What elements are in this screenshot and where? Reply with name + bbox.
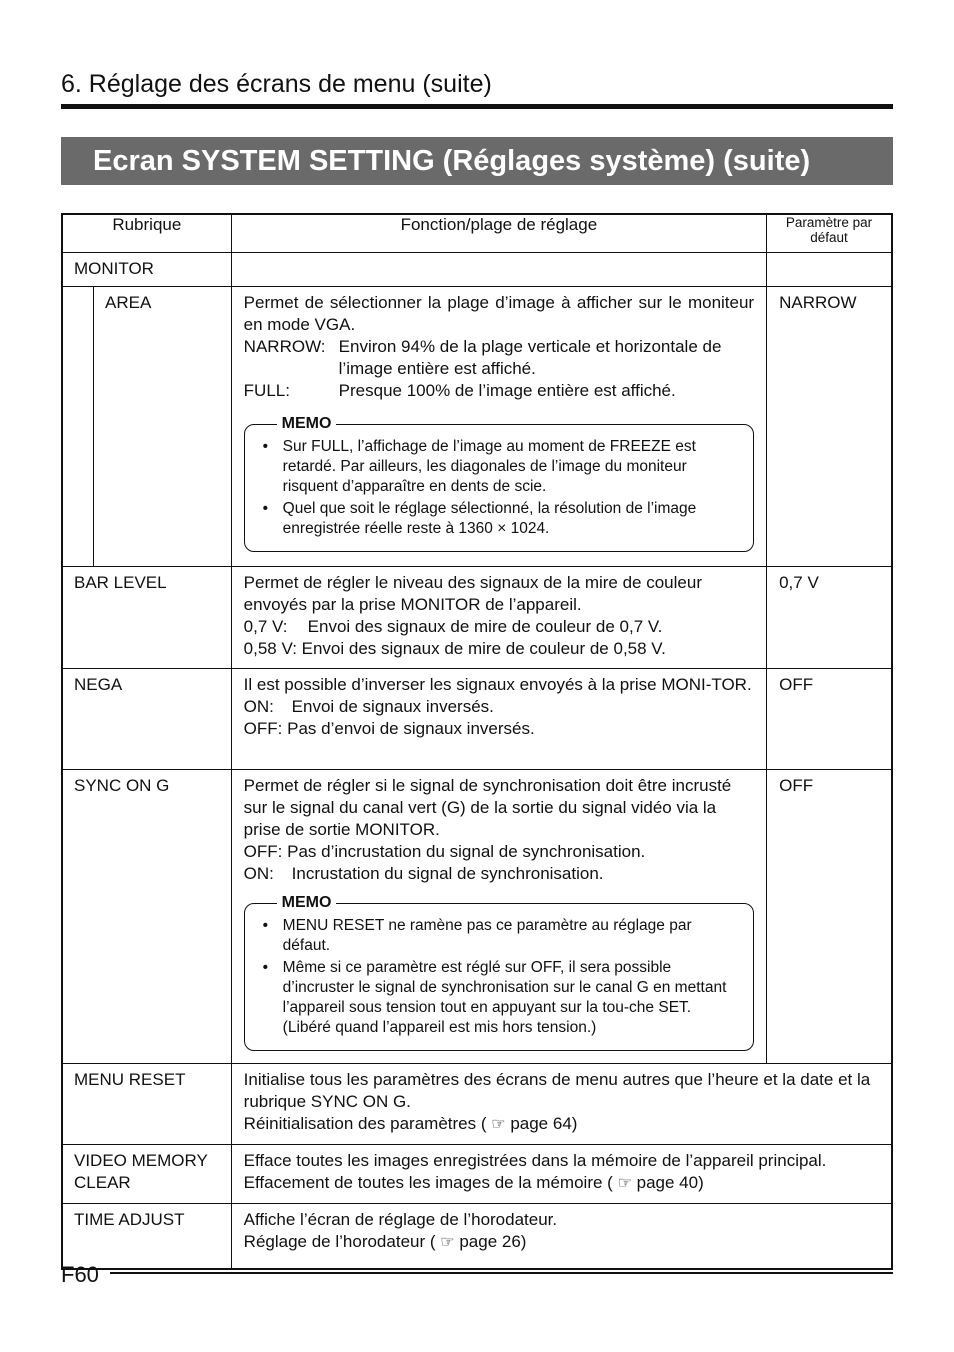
memo-box-area — [244, 415, 754, 552]
memo-item: • Même si ce paramètre est réglé sur OFF, il sera possible d’incruster le signal de synchronisation sur le canal G en mettant l’appareil sous tension tout en appuyant sur la tou-che SET. (Libéré quand l’appareil est mis hors tension.) — [259, 958, 739, 1038]
item-video-memory-clear: VIDEO MEMORY CLEAR — [62, 1145, 231, 1204]
memo-title: MEMO — [277, 893, 337, 913]
area-description: Permet de sélectionner la plage d’image à afficher sur le moniteur en mode VGA. NARROW: Environ 94% de la plage verticale et horizontale de l’image entière est affiché. FULL: Presque 100% de l’image entière est affiché. MEMO • Sur FULL, l’affichage de l’image au moment de FREEZE est retardé. Par ailleurs, les diagonales de l’image du moniteur risquent d’apparaître en dents de scie. • Quel que soit le réglage sélectionné, la résolution de l’image enregistrée réelle reste à 1360 × 1024. — [231, 287, 766, 567]
section-rule — [61, 104, 893, 109]
item-nega: NEGA — [62, 669, 231, 770]
table-row-time-adjust — [62, 1204, 892, 1269]
table-row-area — [62, 287, 892, 567]
table-row-nega — [62, 669, 892, 770]
table-row-monitor — [62, 253, 892, 287]
video-memory-clear-description: Efface toutes les images enregistrées dans la mémoire de l’appareil principal. Effacement de toutes les images de la mémoire ( ☞ page 40) — [231, 1145, 892, 1204]
footer-rule — [110, 1272, 893, 1274]
settings-table — [61, 213, 893, 1270]
default-sync-on-g: OFF — [767, 770, 892, 1064]
memo-title: MEMO — [277, 414, 337, 434]
column-header-item: Rubrique — [62, 214, 231, 253]
section-title: 6. Réglage des écrans de menu (suite) — [61, 70, 492, 98]
page-banner-title: Ecran SYSTEM SETTING (Réglages système) (suite) — [61, 137, 893, 185]
nega-description: Il est possible d’inverser les signaux envoyés à la prise MONI-TOR. ON: Envoi de signaux inversés. OFF: Pas d’envoi de signaux inversés. — [231, 669, 766, 770]
page-reference-icon: ☞ — [440, 1234, 455, 1251]
column-header-default: Paramètre par défaut — [767, 214, 892, 253]
table-row-sync-on-g — [62, 770, 892, 1064]
item-monitor: MONITOR — [62, 253, 231, 287]
memo-box-sync-on-g — [244, 894, 754, 1051]
item-bar-level: BAR LEVEL — [62, 567, 231, 669]
default-bar-level: 0,7 V — [767, 567, 892, 669]
default-nega: OFF — [767, 669, 892, 770]
table-row-menu-reset — [62, 1064, 892, 1145]
column-header-function: Fonction/plage de réglage — [231, 214, 766, 253]
menu-reset-description: Initialise tous les paramètres des écrans de menu autres que l’heure et la date et la rubrique SYNC ON G. Réinitialisation des paramètres ( ☞ page 64) — [231, 1064, 892, 1145]
table-header-row — [62, 214, 892, 253]
item-time-adjust: TIME ADJUST — [62, 1204, 231, 1269]
item-sync-on-g: SYNC ON G — [62, 770, 231, 1064]
memo-item: • Quel que soit le réglage sélectionné, la résolution de l’image enregistrée réelle reste à 1360 × 1024. — [259, 499, 739, 539]
default-area: NARROW — [767, 287, 892, 567]
page-reference-icon: ☞ — [617, 1175, 632, 1192]
page-reference-icon: ☞ — [491, 1116, 506, 1133]
table-row-video-memory-clear — [62, 1145, 892, 1204]
memo-item: • Sur FULL, l’affichage de l’image au moment de FREEZE est retardé. Par ailleurs, les diagonales de l’image du moniteur risquent d’apparaître en dents de scie. — [259, 437, 739, 497]
item-menu-reset: MENU RESET — [62, 1064, 231, 1145]
sync-on-g-description: Permet de régler si le signal de synchronisation doit être incrusté sur le signal du canal vert (G) de la sortie du signal vidéo via la prise de sortie MONITOR. OFF: Pas d’incrustation du signal de synchronisation. ON: Incrustation du signal de synchronisation. MEMO • MENU RESET ne ramène pas ce paramètre au réglage par défaut. • Même si ce paramètre est réglé sur OFF, il sera possible d’incruster le signal de synchronisation sur le canal G en mettant l’appareil sous tension tout en appuyant sur la tou-che SET. (Libéré quand l’appareil est mis hors tension.) — [231, 770, 766, 1064]
item-area: AREA — [105, 293, 152, 312]
bar-level-description: Permet de régler le niveau des signaux de la mire de couleur envoyés par la prise MONITOR de l’appareil. 0,7 V: Envoi des signaux de mire de couleur de 0,7 V. 0,58 V: Envoi des signaux de mire de couleur de 0,58 V. — [231, 567, 766, 669]
table-row-bar-level — [62, 567, 892, 669]
time-adjust-description: Affiche l’écran de réglage de l’horodateur. Réglage de l’horodateur ( ☞ page 26) — [231, 1204, 892, 1269]
memo-item: • MENU RESET ne ramène pas ce paramètre au réglage par défaut. — [259, 916, 739, 956]
page-number: F60 — [61, 1262, 99, 1287]
